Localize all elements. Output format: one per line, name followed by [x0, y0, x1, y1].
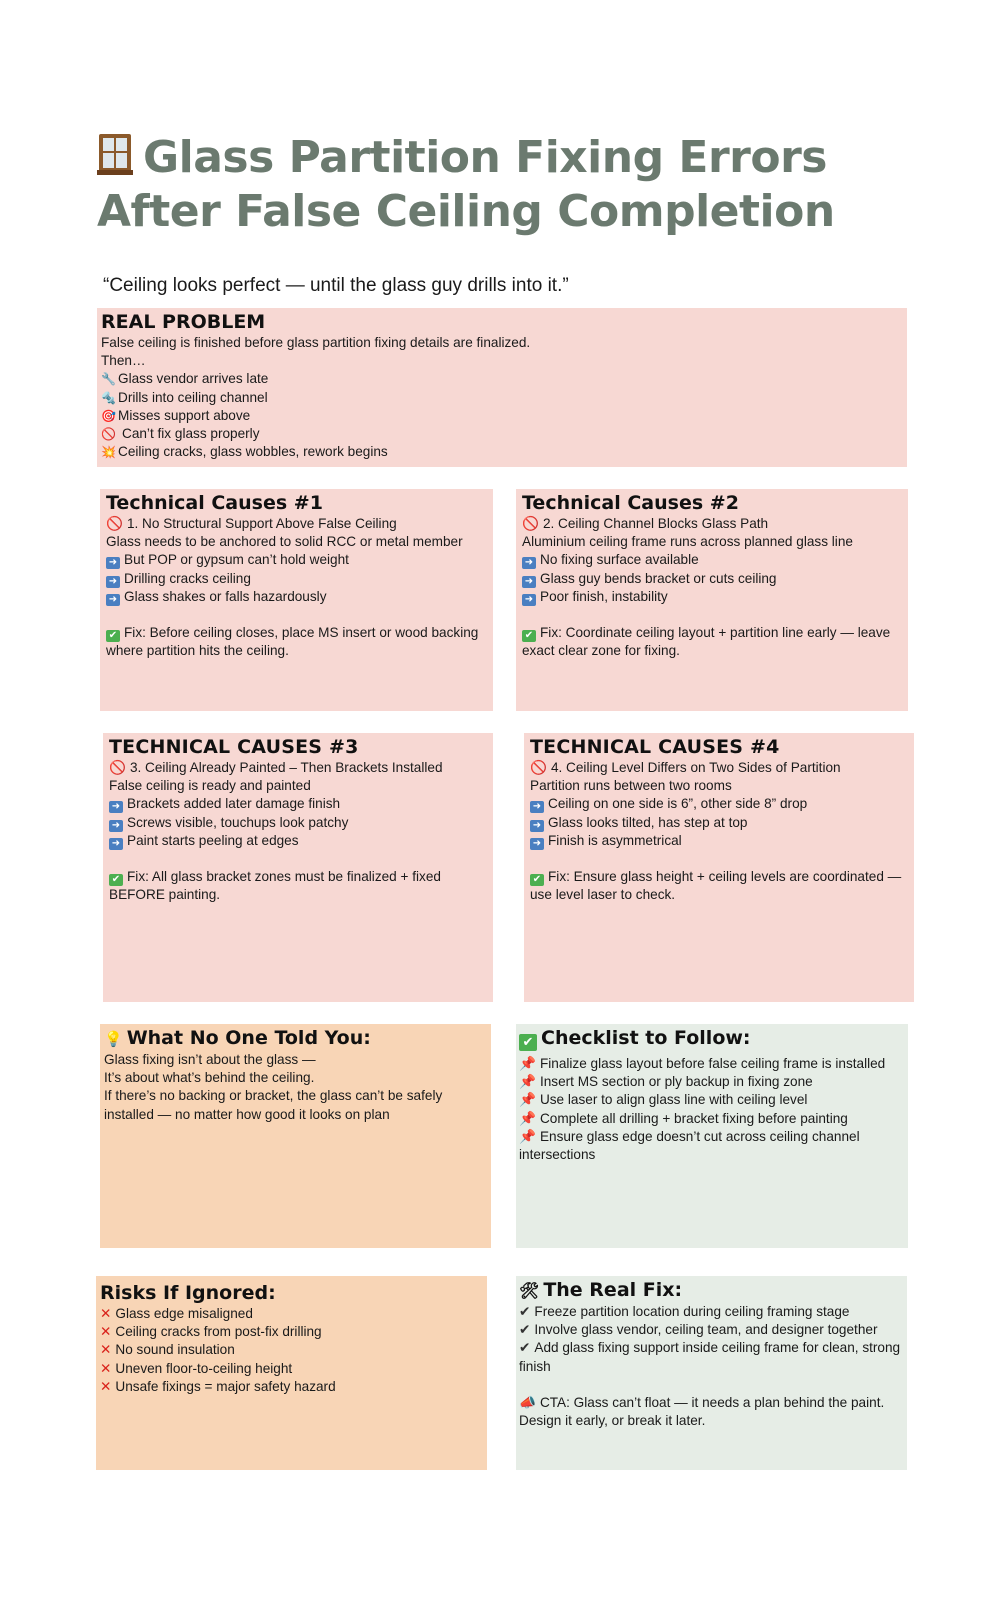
- list-item: ➜ Glass looks tilted, has step at top: [530, 814, 908, 832]
- prohibited-icon: 🚫: [101, 427, 116, 442]
- checklist-card: [516, 1024, 908, 1248]
- told-line: It’s about what’s behind the ceiling.: [104, 1070, 315, 1086]
- told-line: If there’s no backing or bracket, the glass can’t be safely installed — no matter how good it looks on plan: [104, 1088, 443, 1122]
- list-item: ➜ Brackets added later damage finish: [109, 795, 487, 813]
- cause-3-desc: False ceiling is ready and painted: [109, 778, 311, 794]
- cause-1-desc: Glass needs to be anchored to solid RCC or metal member: [106, 534, 463, 550]
- collision-icon: 💥: [101, 445, 116, 460]
- cause-1-fix: ✔ Fix: Before ceiling closes, place MS insert or wood backing where partition hits the ceiling.: [106, 625, 479, 659]
- cta-text: 📣 CTA: Glass can’t float — it needs a plan behind the paint. Design it early, or break it later.: [519, 1394, 885, 1429]
- cross-icon: ✕: [100, 1378, 112, 1394]
- cause-2-fix: ✔ Fix: Coordinate ceiling layout + partition line early — leave exact clear zone for fixing.: [522, 625, 891, 659]
- cause-4-heading: TECHNICAL CAUSES #4: [530, 736, 780, 758]
- window-icon: [97, 132, 133, 187]
- list-item: ➜ Paint starts peeling at edges: [109, 832, 487, 850]
- wrench-icon: 🔧: [101, 372, 116, 387]
- real-problem-heading: REAL PROBLEM: [101, 311, 266, 333]
- cause-2-desc: Aluminium ceiling frame runs across planned glass line: [522, 534, 853, 550]
- checklist-item: 📌 Finalize glass layout before false ceiling frame is installed: [519, 1056, 886, 1071]
- check-icon: ✔: [530, 874, 544, 886]
- check-icon: ✔: [106, 630, 120, 642]
- real-problem-card: [97, 308, 907, 467]
- list-item: ➜ Glass shakes or falls hazardously: [106, 588, 487, 606]
- arrow-right-icon: ➜: [106, 594, 120, 606]
- pushpin-icon: 📌: [519, 1128, 536, 1144]
- arrow-right-icon: ➜: [530, 820, 544, 832]
- technical-causes-3-card: [103, 733, 493, 1002]
- check-icon: ✔: [522, 630, 536, 642]
- title-line-2: After False Ceiling Completion: [97, 186, 835, 237]
- cross-icon: ✕: [100, 1342, 112, 1358]
- megaphone-icon: 📣: [519, 1394, 536, 1410]
- cross-icon: ✕: [100, 1360, 112, 1376]
- fix-item: ✔ Freeze partition location during ceiling framing stage: [519, 1304, 850, 1319]
- list-item: 🎯 Misses support above: [101, 407, 901, 425]
- list-item: ➜ But POP or gypsum can’t hold weight: [106, 551, 487, 569]
- drill-icon: 🔩: [101, 390, 116, 405]
- list-item: ➜ Drilling cracks ceiling: [106, 570, 487, 588]
- cause-4-point: 🚫 4. Ceiling Level Differs on Two Sides of Partition: [530, 760, 841, 775]
- cross-icon: ✕: [100, 1306, 112, 1321]
- checklist-item: 📌 Complete all drilling + bracket fixing before painting: [519, 1110, 848, 1126]
- check-icon: ✔: [519, 1034, 537, 1051]
- arrow-right-icon: ➜: [109, 801, 123, 813]
- risk-item: ✕ Uneven floor-to-ceiling height: [100, 1360, 293, 1376]
- arrow-right-icon: ➜: [530, 838, 544, 850]
- what-no-one-told-card: [100, 1024, 491, 1248]
- pushpin-icon: 📌: [519, 1074, 536, 1090]
- list-item: 🔧 Glass vendor arrives late: [101, 370, 901, 388]
- told-line: Glass fixing isn’t about the glass —: [104, 1052, 316, 1067]
- list-item: ➜ Glass guy bends bracket or cuts ceiling: [522, 570, 902, 588]
- technical-causes-4-card: [524, 733, 914, 1002]
- arrow-right-icon: ➜: [530, 801, 544, 813]
- checkmark-icon: ✔: [519, 1304, 531, 1319]
- risks-card: [96, 1276, 487, 1470]
- list-item: ➜ Screws visible, touchups look patchy: [109, 814, 487, 832]
- told-heading: 💡 What No One Told You:: [104, 1027, 371, 1049]
- list-item: ➜ No fixing surface available: [522, 551, 902, 569]
- cross-icon: ✕: [100, 1324, 112, 1340]
- prohibited-icon: 🚫: [522, 516, 539, 531]
- checklist-item: 📌 Use laser to align glass line with ceiling level: [519, 1092, 808, 1108]
- technical-causes-1-card: [100, 489, 493, 711]
- cause-2-point: 🚫 2. Ceiling Channel Blocks Glass Path: [522, 516, 769, 531]
- real-fix-heading: 🛠 The Real Fix:: [519, 1279, 683, 1301]
- list-item: 🔩 Drills into ceiling channel: [101, 389, 901, 407]
- arrow-right-icon: ➜: [522, 557, 536, 569]
- checklist-heading: ✔ Checklist to Follow:: [519, 1026, 902, 1051]
- cause-2-heading: Technical Causes #2: [522, 492, 739, 514]
- real-problem-then: Then…: [101, 353, 146, 369]
- subtitle-quote: “Ceiling looks perfect — until the glass guy drills into it.”: [103, 275, 569, 296]
- list-item: ➜ Poor finish, instability: [522, 588, 902, 606]
- arrow-right-icon: ➜: [109, 838, 123, 850]
- fix-item: ✔ Involve glass vendor, ceiling team, and designer together: [519, 1322, 878, 1338]
- tools-icon: 🛠: [519, 1281, 540, 1300]
- list-item: 🚫 Can’t fix glass properly: [101, 425, 901, 443]
- cause-3-heading: TECHNICAL CAUSES #3: [109, 736, 359, 758]
- checkmark-icon: ✔: [519, 1322, 531, 1338]
- page-title: [97, 132, 917, 237]
- arrow-right-icon: ➜: [109, 820, 123, 832]
- risk-item: ✕ Ceiling cracks from post-fix drilling: [100, 1324, 322, 1340]
- list-item: ➜ Finish is asymmetrical: [530, 832, 908, 850]
- fix-item: ✔ Add glass fixing support inside ceiling frame for clean, strong finish: [519, 1340, 901, 1374]
- checkmark-icon: ✔: [519, 1340, 531, 1356]
- cause-4-desc: Partition runs between two rooms: [530, 778, 732, 794]
- pushpin-icon: 📌: [519, 1056, 536, 1071]
- cause-1-heading: Technical Causes #1: [106, 492, 323, 514]
- target-icon: 🎯: [101, 408, 116, 423]
- arrow-right-icon: ➜: [106, 557, 120, 569]
- list-item: ➜ Ceiling on one side is 6”, other side 8” drop: [530, 795, 908, 813]
- lightbulb-icon: 💡: [104, 1030, 123, 1048]
- cause-1-point: 🚫 1. No Structural Support Above False Ceiling: [106, 516, 397, 531]
- risk-item: ✕ No sound insulation: [100, 1342, 235, 1358]
- cause-3-fix: ✔ Fix: All glass bracket zones must be finalized + fixed BEFORE painting.: [109, 869, 441, 903]
- technical-causes-2-card: [516, 489, 908, 711]
- pushpin-icon: 📌: [519, 1092, 536, 1108]
- risks-heading: Risks If Ignored:: [100, 1282, 276, 1304]
- risk-item: ✕ Glass edge misaligned: [100, 1306, 253, 1321]
- arrow-right-icon: ➜: [522, 594, 536, 606]
- pushpin-icon: 📌: [519, 1110, 536, 1126]
- list-item: 💥 Ceiling cracks, glass wobbles, rework begins: [101, 443, 901, 461]
- risk-item: ✕ Unsafe fixings = major safety hazard: [100, 1378, 336, 1394]
- real-fix-card: [516, 1276, 907, 1470]
- prohibited-icon: 🚫: [106, 516, 123, 531]
- arrow-right-icon: ➜: [522, 576, 536, 588]
- prohibited-icon: 🚫: [530, 760, 547, 775]
- real-problem-intro: False ceiling is finished before glass partition fixing details are finalized.: [101, 335, 531, 350]
- cause-4-fix: ✔ Fix: Ensure glass height + ceiling levels are coordinated — use level laser to check.: [530, 869, 902, 903]
- checklist-item: 📌 Ensure glass edge doesn’t cut across ceiling channel intersections: [519, 1128, 860, 1163]
- prohibited-icon: 🚫: [109, 760, 126, 775]
- title-line-1: Glass Partition Fixing Errors: [143, 132, 827, 183]
- arrow-right-icon: ➜: [106, 576, 120, 588]
- checklist-item: 📌 Insert MS section or ply backup in fixing zone: [519, 1074, 813, 1090]
- check-icon: ✔: [109, 874, 123, 886]
- cause-3-point: 🚫 3. Ceiling Already Painted – Then Brackets Installed: [109, 760, 443, 775]
